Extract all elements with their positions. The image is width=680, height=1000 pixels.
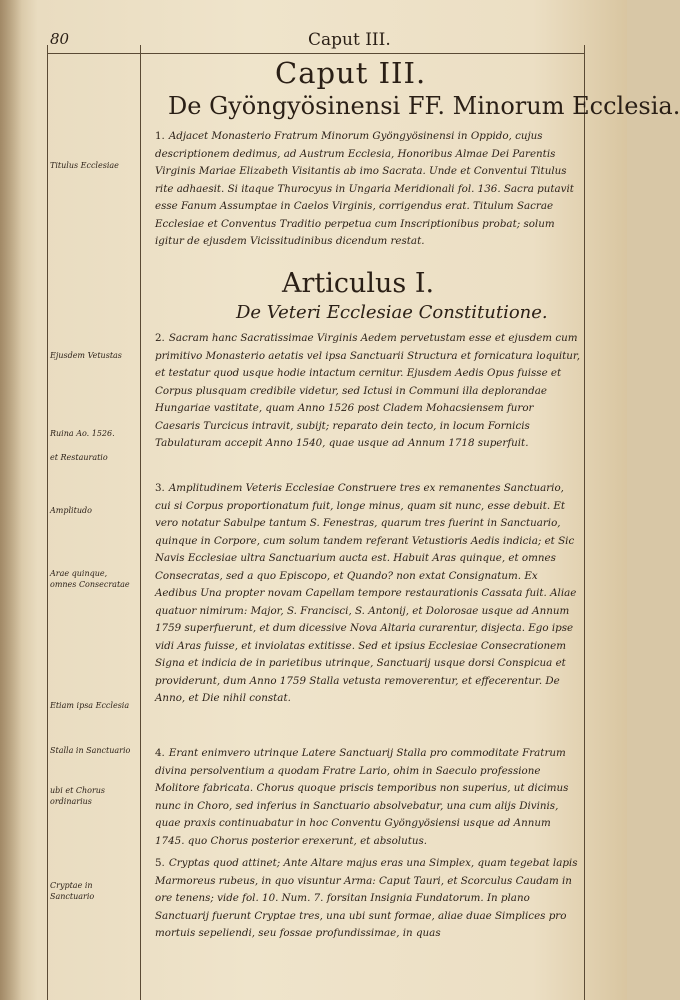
paragraph-number: 5. bbox=[155, 857, 165, 869]
paragraph-5 bbox=[155, 855, 580, 943]
header-rule bbox=[47, 53, 585, 54]
paragraph-number: 4. bbox=[155, 747, 165, 759]
page-number: 80 bbox=[50, 30, 70, 48]
margin-note-titulus: Titulus Ecclesiae bbox=[50, 161, 119, 170]
margin-note-chorus: ubi et Chorus ordinarius bbox=[50, 786, 106, 806]
articulus-title: Articulus I. bbox=[282, 268, 435, 299]
binding-shadow bbox=[0, 0, 22, 1000]
paragraph-number: 2. bbox=[155, 332, 165, 344]
margin-note-cryptae: Cryptae in Sanctuario bbox=[50, 881, 95, 901]
paragraph-number: 3. bbox=[155, 482, 165, 494]
articulus-subtitle: De Veteri Ecclesiae Constitutione. bbox=[236, 302, 548, 323]
margin-rule-left bbox=[47, 45, 48, 1000]
paragraph-text: Erant enimvero utrinque Latere Sanctuarij Stalla pro commoditate Fratrum divina persolventium a quodam Fratre Lario, ohim in Saeculo professione Molitore fabricata. Chorus quoque priscis temporibus non superius, ut dicimus nunc in Choro, sed inferius in Sanctuario absolvebatur, una cum alijs Divinis, quae praxis continuabatur in hoc Conventu Gyöngyösiensi usque ad Annum 1745. quo Chorus posterior erexerunt, et absolutus. bbox=[155, 747, 569, 847]
margin-rule-inner bbox=[140, 45, 141, 1000]
margin-rule-right bbox=[584, 45, 585, 1000]
paragraph-number: 1. bbox=[155, 130, 165, 142]
paragraph-4 bbox=[155, 745, 580, 850]
margin-note-restauratio: et Restauratio bbox=[50, 453, 108, 462]
margin-note-ruina: Ruina Ao. 1526. bbox=[50, 429, 115, 438]
paragraph-text: Sacram hanc Sacratissimae Virginis Aedem pervetustam esse et ejusdem cum primitivo Monasterio aetatis vel ipsa Sanctuarii Structura et fornicatura loquitur, et testatur quod usque hodie intactum cernitur. Ejusdem Aedis Opus fuisse et Corpus plusquam credibile videtur, sed Ictusi in Communi illa deplorandae Hungariae vastitate, quam Anno 1526 post Cladem Mohacsiensem furor Caesaris Turcicus intravit, subijt; reparato dein tecto, in locum Fornicis Tabulaturam accepit Anno 1540, quae usque ad Annum 1718 superfuit. bbox=[155, 332, 580, 449]
paragraph-text: Cryptas quod attinet; Ante Altare majus eras una Simplex, quam tegebat lapis Marmoreus rubeus, in quo visuntur Arma: Caput Tauri, et Scorculus Caudam in ore tenens; vide fol. 10. Num. 7. forsitan Insignia Fundatorum. In plano Sanctuarij fuerunt Cryptae tres, una ubi sunt formae, aliae duae Simplices pro mortuis sepeliendi, seu fossae profundissimae, in quas bbox=[155, 857, 578, 939]
margin-note-vetustas: Ejusdem Vetustas bbox=[50, 351, 122, 360]
running-head: Caput III. bbox=[308, 30, 391, 50]
paragraph-text: Amplitudinem Veteris Ecclesiae Construere tres ex remanentes Sanctuario, cui si Corpus proportionatum fuit, longe minus, quam sit nunc, esse debuit. Et vero notatur Sabulpe tantum S. Fenestras, quarum tres fuerint in Sanctuario, quinque in Corpore, cum solum tandem referant Vetustioris Aedis indicia; et Sic Navis Ecclesiae ultra Sanctuarium aucta est. Habuit Aras quinque, et omnes Consecratas, sed a quo Episcopo, et Quando? non extat Consignatum. Ex Aedibus Una propter novam Capellam tempore restaurationis Cassata fuit. Aliae quatuor nimirum: Major, S. Francisci, S. Antonij, et Dolorosae usque ad Annum 1759 superfuerunt, et dum dicessive Nova Altaria curarentur, disjecta. Ego ipse vidi Aras fuisse, et inviolatas extitisse. Sed et ipsius Ecclesiae Consecrationem Signa et indicia de in parietibus utrinque, Sanctuarij usque dorsi Conspicua et providerunt, dum Anno 1759 Stalla vetusta removerentur, et effecerentur. De Anno, et Die nihil constat. bbox=[155, 482, 577, 704]
paragraph-3 bbox=[155, 480, 580, 708]
paragraph-2 bbox=[155, 330, 580, 453]
section-title: De Gyöngyösinensi FF. Minorum Ecclesia. bbox=[168, 92, 680, 120]
caput-title: Caput III. bbox=[275, 56, 427, 90]
paragraph-1 bbox=[155, 128, 580, 251]
margin-note-etiam: Etiam ipsa Ecclesia bbox=[50, 701, 130, 710]
paragraph-text: Adjacet Monasterio Fratrum Minorum Gyöngyösinensi in Oppido, cujus descriptionem dedimus, ad Austrum Ecclesia, Honoribus Almae Dei Parentis Virginis Mariae Elizabeth Visitantis ab imo Sacrata. Unde et Conventui Titulus rite adhaesit. Si itaque Thurocyus in Ungaria Meridionali fol. 136. Sacra putavit esse Fanum Assumptae in Caelos Virginis, corrigendus erat. Titulum Sacrae Ecclesiae et Conventus Traditio perpetua cum Inscriptionibus probat; solum igitur de ejusdem Vicissitudinibus dicendum restat. bbox=[155, 130, 574, 247]
margin-note-amplitudo: Amplitudo bbox=[50, 506, 92, 515]
margin-note-arae: Arae quinque, omnes Consecratae bbox=[50, 569, 130, 589]
margin-note-stalla: Stalla in Sanctuario bbox=[50, 746, 131, 755]
